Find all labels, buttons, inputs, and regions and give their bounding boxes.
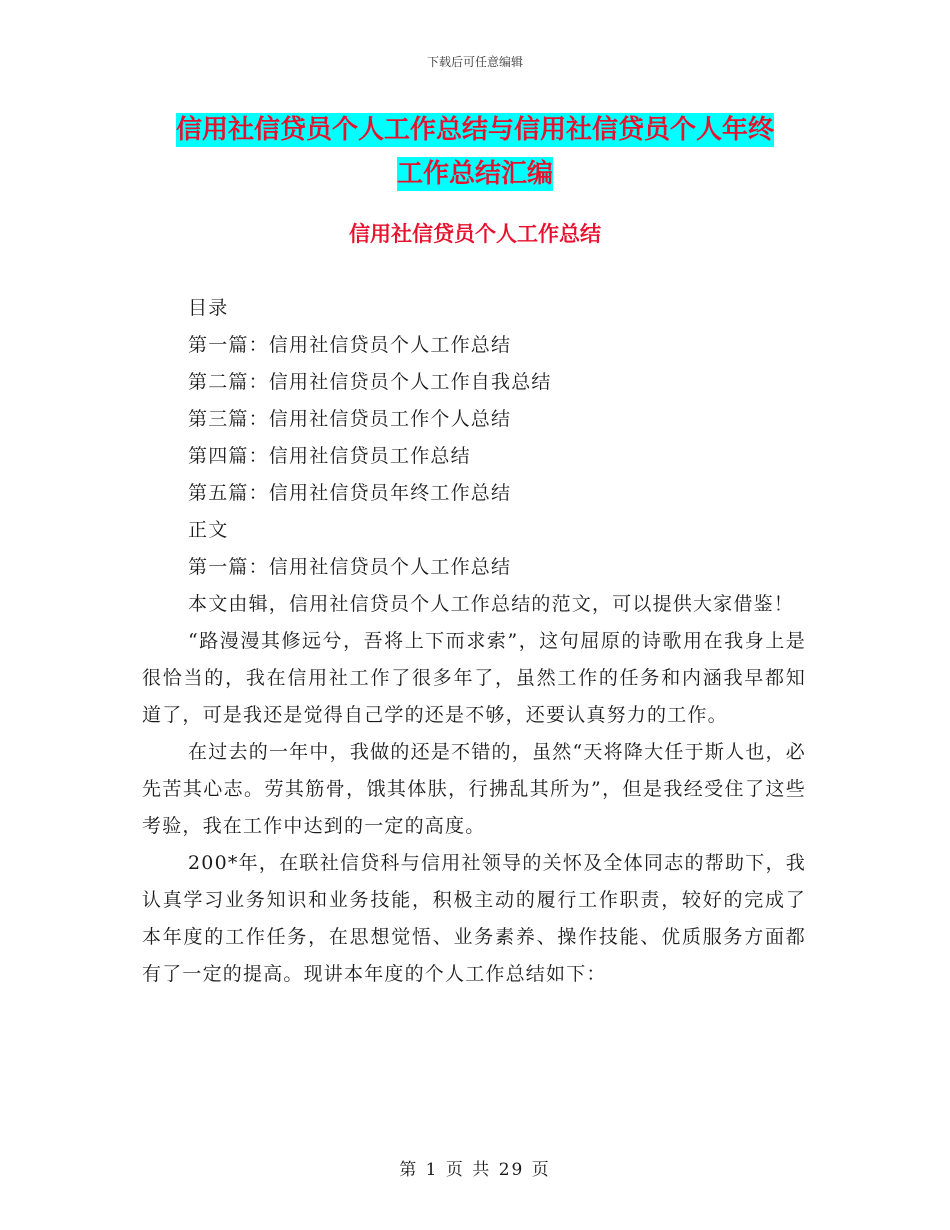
toc-item: 第五篇：信用社信贷员年终工作总结 — [188, 482, 512, 504]
paragraph: 本文由辑，信用社信贷员个人工作总结的范文，可以提供大家借鉴！ — [188, 593, 795, 615]
title-line-1: 信用社信贷员个人工作总结与信用社信贷员个人年终 — [175, 115, 774, 145]
toc-item: 第二篇：信用社信贷员个人工作自我总结 — [188, 371, 552, 393]
paragraph: “路漫漫其修远兮，吾将上下而求索”，这句屈原的诗歌用在我身上是很恰当的，我在信用社工作了很多年了，虽然工作的任务和内涵我早都知道了，可是我还是觉得自己学的还是不够，还要认真努力的工作。 — [142, 630, 806, 726]
chapter-title: 第一篇：信用社信贷员个人工作总结 — [188, 556, 512, 578]
toc-item: 第三篇：信用社信贷员工作个人总结 — [188, 408, 512, 430]
section-title: 信用社信贷员个人工作总结 — [349, 222, 601, 246]
toc-item: 第一篇：信用社信贷员个人工作总结 — [188, 334, 512, 356]
toc-heading: 目录 — [188, 297, 229, 319]
paragraph: 在过去的一年中，我做的还是不错的，虽然“天将降大任于斯人也，必先苦其心志。劳其筋骨，饿其体肤，行拂乱其所为”，但是我经受住了这些考验，我在工作中达到的一定的高度。 — [142, 741, 806, 837]
toc-item: 第四篇：信用社信贷员工作总结 — [188, 445, 471, 467]
page-footer: 第 1 页 共 29 页 — [399, 1160, 551, 1180]
title-line-2: 工作总结汇编 — [396, 159, 553, 189]
document-body — [142, 290, 806, 993]
document-title — [140, 108, 810, 196]
paragraph: 200*年，在联社信贷科与信用社领导的关怀及全体同志的帮助下，我认真学习业务知识和业务技能，积极主动的履行工作职责，较好的完成了本年度的工作任务，在思想觉悟、业务素养、操作技能、优质服务方面都有了一定的提高。现讲本年度的个人工作总结如下： — [142, 852, 806, 985]
header-note: 下载后可任意编辑 — [426, 55, 523, 69]
body-heading: 正文 — [188, 519, 229, 541]
